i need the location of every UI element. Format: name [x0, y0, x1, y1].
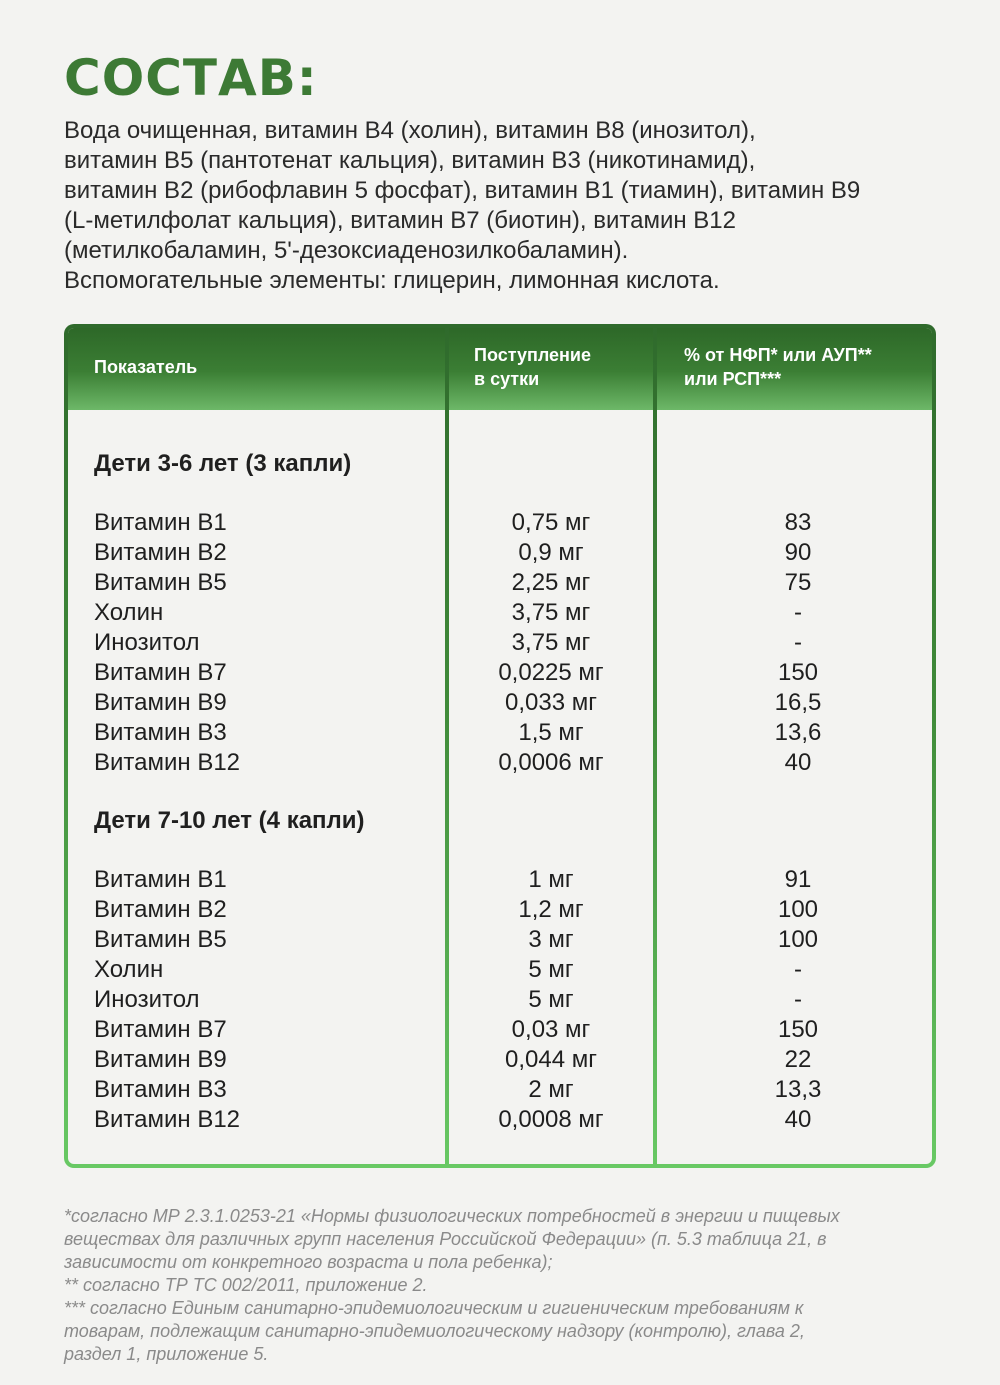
nutrient-percent: 150 [777, 1016, 819, 1043]
composition-line: витамин В5 (пантотенат кальция), витамин В3 (никотинамид), [64, 147, 756, 174]
nutrient-percent: 91 [784, 866, 812, 893]
nutrient-amount: 0,044 мг [505, 1046, 597, 1073]
footnote-line: ** согласно ТР ТС 002/2011, приложение 2. [64, 1275, 428, 1295]
footnote-line: веществах для различных групп населения Российской Федерации» (п. 5.3 таблица 21, в [64, 1229, 827, 1249]
composition-line: Вода очищенная, витамин В4 (холин), витамин В8 (инозитол), [64, 117, 756, 144]
table-row [68, 538, 932, 568]
nutrient-name: Инозитол [94, 986, 200, 1013]
nutrient-amount: 0,03 мг [511, 1016, 591, 1043]
nutrient-percent: - [794, 599, 802, 626]
header-daily-intake: Поступление в сутки [474, 345, 592, 389]
nutrient-name: Витамин В9 [94, 1046, 227, 1073]
nutrient-percent: - [794, 956, 802, 983]
nutrient-percent: 40 [784, 749, 812, 776]
table-row [68, 568, 932, 598]
nutrient-name: Холин [94, 599, 164, 626]
table-row [68, 718, 932, 748]
nutrient-name: Витамин В7 [94, 659, 227, 686]
nutrient-percent: 13,6 [774, 719, 822, 746]
nutrient-percent: 90 [784, 539, 812, 566]
nutrient-percent: 75 [784, 569, 812, 596]
nutrient-name: Витамин В12 [94, 749, 241, 776]
composition-text [64, 116, 944, 296]
nutrient-percent: 83 [784, 509, 812, 536]
nutrient-amount: 1 мг [528, 866, 574, 893]
nutrient-percent: 100 [777, 896, 819, 923]
nutrient-amount: 5 мг [528, 956, 574, 983]
footnote-line: товарам, подлежащим санитарно-эпидемиологическому надзору (контролю), глава 2, [64, 1321, 805, 1341]
nutrient-name: Витамин В7 [94, 1016, 227, 1043]
nutrient-name: Витамин В3 [94, 1076, 227, 1103]
nutrient-amount: 1,5 мг [518, 719, 584, 746]
composition-line: (L-метилфолат кальция), витамин В7 (биотин), витамин В12 [64, 207, 736, 234]
nutrient-amount: 2 мг [528, 1076, 574, 1103]
nutrient-amount: 0,75 мг [511, 509, 591, 536]
header-indicator: Показатель [94, 357, 198, 377]
nutrient-amount: 0,9 мг [518, 539, 584, 566]
nutrient-percent: 22 [784, 1046, 812, 1073]
nutrient-name: Витамин В9 [94, 689, 227, 716]
nutrient-percent: 150 [777, 659, 819, 686]
nutrient-name: Витамин В12 [94, 1106, 241, 1133]
nutrient-name: Витамин В3 [94, 719, 227, 746]
footnote-line: *** согласно Единым санитарно-эпидемиологическим и гигиеническим требованиям к [64, 1298, 804, 1318]
nutrient-percent: 40 [784, 1106, 812, 1133]
table-row [68, 985, 932, 1015]
nutrient-name: Инозитол [94, 629, 200, 656]
nutrient-amount: 0,0006 мг [498, 749, 604, 776]
footnote-line: *согласно МР 2.3.1.0253-21 «Нормы физиологических потребностей в энергии и пищевых [64, 1206, 840, 1226]
table-header [64, 324, 936, 410]
table-row [68, 658, 932, 688]
nutrient-amount: 2,25 мг [511, 569, 591, 596]
nutrient-name: Витамин В2 [94, 896, 227, 923]
table-row [68, 598, 932, 628]
nutrient-amount: 3,75 мг [511, 629, 591, 656]
nutrition-table [64, 324, 936, 1168]
nutrient-name: Витамин В1 [94, 866, 227, 893]
nutrient-percent: - [794, 629, 802, 656]
group-title-7-10: Дети 7-10 лет (4 капли) [94, 807, 365, 834]
nutrient-name: Витамин В1 [94, 509, 227, 536]
nutrient-amount: 5 мг [528, 986, 574, 1013]
table-row [68, 865, 932, 895]
nutrient-name: Витамин В5 [94, 569, 227, 596]
table-row [68, 1015, 932, 1045]
table-row [68, 508, 932, 538]
table-row [68, 628, 932, 658]
nutrient-amount: 3,75 мг [511, 599, 591, 626]
nutrient-amount: 3 мг [528, 926, 574, 953]
nutrient-amount: 0,0225 мг [498, 659, 604, 686]
nutrient-percent: 100 [777, 926, 819, 953]
composition-line: витамин В2 (рибофлавин 5 фосфат), витамин В1 (тиамин), витамин В9 [64, 177, 861, 204]
nutrient-percent: 13,3 [774, 1076, 822, 1103]
table-row [68, 955, 932, 985]
nutrient-name: Холин [94, 956, 164, 983]
table-row [68, 1105, 932, 1135]
nutrient-percent: 16,5 [774, 689, 822, 716]
table-row [68, 895, 932, 925]
composition-line: (метилкобаламин, 5'-дезоксиаденозилкобаламин). [64, 237, 629, 264]
composition-line: Вспомогательные элементы: глицерин, лимонная кислота. [64, 267, 720, 294]
footnote-line: раздел 1, приложение 5. [64, 1344, 269, 1364]
group-title-3-6: Дети 3-6 лет (3 капли) [94, 450, 352, 477]
nutrient-name: Витамин В2 [94, 539, 227, 566]
nutrient-name: Витамин В5 [94, 926, 227, 953]
footnote-line: зависимости от конкретного возраста и пола ребенка); [64, 1252, 553, 1272]
table-row [68, 688, 932, 718]
table-row [68, 1045, 932, 1075]
nutrient-amount: 0,0008 мг [498, 1106, 604, 1133]
nutrient-percent: - [794, 986, 802, 1013]
header-percent: % от НФП* или АУП** или РСП*** [684, 345, 872, 389]
table-row [68, 748, 932, 778]
table-row [68, 1075, 932, 1105]
nutrient-amount: 1,2 мг [518, 896, 584, 923]
page-title: СОСТАВ: [64, 49, 318, 107]
nutrient-amount: 0,033 мг [505, 689, 597, 716]
footnotes [64, 1205, 944, 1366]
table-row [68, 925, 932, 955]
